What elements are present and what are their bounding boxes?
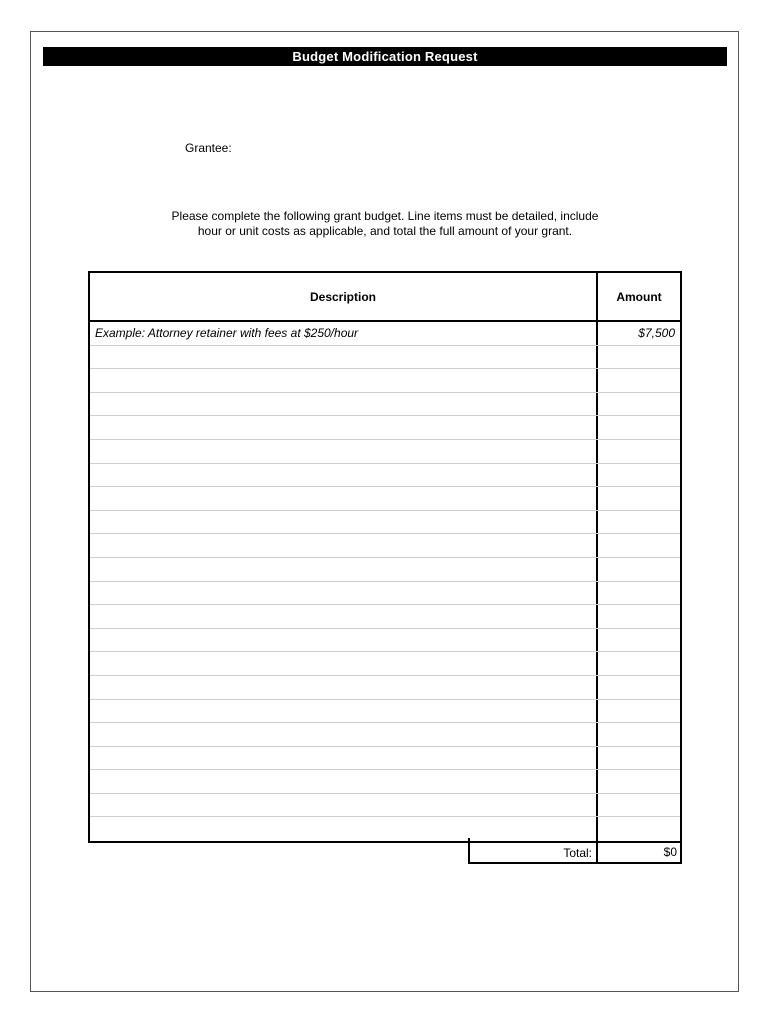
description-cell[interactable] <box>90 652 598 675</box>
amount-cell[interactable] <box>598 629 680 652</box>
amount-cell[interactable] <box>598 416 680 439</box>
description-header: Description <box>90 273 598 320</box>
table-row <box>90 464 680 488</box>
instructions-text <box>120 209 650 239</box>
table-row <box>90 369 680 393</box>
description-cell[interactable] <box>90 770 598 793</box>
table-row <box>90 605 680 629</box>
table-row <box>90 676 680 700</box>
instructions-line-2: hour or unit costs as applicable, and total the full amount of your grant. <box>197 224 573 238</box>
amount-cell[interactable] <box>598 605 680 628</box>
instructions-line-1: Please complete the following grant budget. Line items must be detailed, include <box>171 209 599 223</box>
amount-cell[interactable] <box>598 534 680 557</box>
description-cell[interactable]: Example: Attorney retainer with fees at $250/hour <box>90 322 598 345</box>
amount-cell[interactable] <box>598 487 680 510</box>
description-cell[interactable] <box>90 582 598 605</box>
description-cell[interactable] <box>90 534 598 557</box>
description-cell[interactable] <box>90 393 598 416</box>
total-label: Total: <box>470 838 598 862</box>
amount-cell[interactable] <box>598 770 680 793</box>
table-body <box>90 322 680 841</box>
table-row <box>90 747 680 771</box>
table-row <box>90 794 680 818</box>
amount-header: Amount <box>616 289 662 304</box>
table-row <box>90 770 680 794</box>
description-cell[interactable] <box>90 511 598 534</box>
description-cell[interactable] <box>90 676 598 699</box>
amount-cell[interactable] <box>598 652 680 675</box>
amount-cell[interactable] <box>598 464 680 487</box>
table-row <box>90 723 680 747</box>
description-cell[interactable] <box>90 440 598 463</box>
table-row <box>90 582 680 606</box>
description-cell[interactable] <box>90 747 598 770</box>
table-row <box>90 346 680 370</box>
description-cell[interactable] <box>90 700 598 723</box>
amount-cell[interactable] <box>598 558 680 581</box>
amount-cell[interactable] <box>598 346 680 369</box>
amount-cell[interactable] <box>598 369 680 392</box>
description-cell[interactable] <box>90 487 598 510</box>
grantee-label: Grantee: <box>185 141 232 155</box>
table-row <box>90 393 680 417</box>
table-row <box>90 558 680 582</box>
page-title: Budget Modification Request <box>43 47 727 66</box>
description-cell[interactable] <box>90 464 598 487</box>
amount-cell[interactable] <box>598 440 680 463</box>
description-cell[interactable] <box>90 794 598 817</box>
table-header <box>90 273 680 322</box>
table-row <box>90 511 680 535</box>
table-row <box>90 629 680 653</box>
table-row <box>90 652 680 676</box>
total-value: $0 <box>663 845 677 859</box>
table-row <box>90 534 680 558</box>
amount-cell[interactable] <box>598 582 680 605</box>
table-row <box>90 322 680 346</box>
amount-cell[interactable] <box>598 393 680 416</box>
table-row <box>90 487 680 511</box>
amount-cell[interactable] <box>598 676 680 699</box>
total-row <box>468 838 682 864</box>
budget-table <box>88 271 682 843</box>
table-row <box>90 416 680 440</box>
table-row <box>90 440 680 464</box>
amount-cell[interactable] <box>598 511 680 534</box>
amount-cell[interactable] <box>598 794 680 817</box>
description-cell[interactable] <box>90 629 598 652</box>
amount-cell[interactable] <box>598 747 680 770</box>
description-cell[interactable] <box>90 346 598 369</box>
table-row <box>90 700 680 724</box>
description-cell[interactable] <box>90 369 598 392</box>
description-cell[interactable] <box>90 723 598 746</box>
description-cell[interactable] <box>90 558 598 581</box>
amount-cell[interactable] <box>598 723 680 746</box>
amount-cell[interactable]: $7,500 <box>638 326 675 340</box>
description-cell[interactable] <box>90 605 598 628</box>
amount-cell[interactable] <box>598 700 680 723</box>
description-cell[interactable] <box>90 416 598 439</box>
